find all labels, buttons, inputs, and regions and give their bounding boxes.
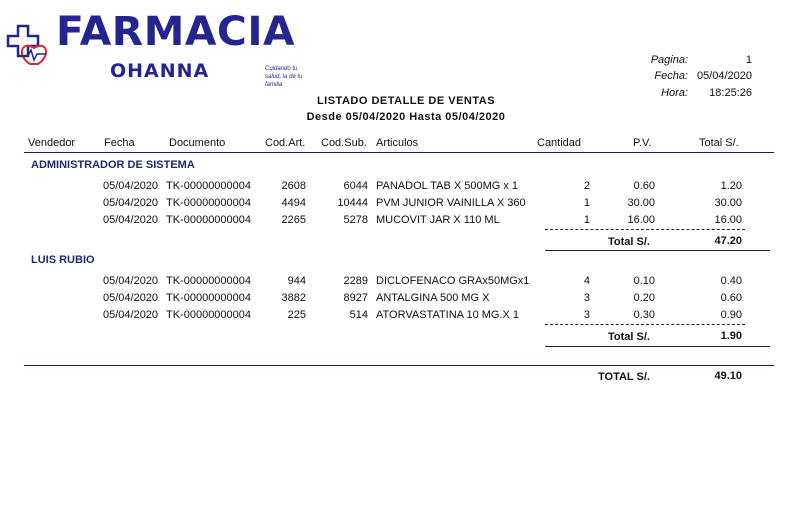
group-total-value: 47.20 bbox=[714, 235, 742, 247]
cell-articulo: PANADOL TAB X 500MG x 1 bbox=[376, 180, 519, 192]
cell-fecha: 05/04/2020 bbox=[103, 180, 159, 192]
cell-pv: 16.00 bbox=[627, 214, 655, 226]
meta-time-label: Hora: bbox=[661, 87, 688, 99]
meta-page-value: 1 bbox=[745, 54, 752, 66]
medical-cross-icon bbox=[6, 24, 50, 68]
cell-documento: TK-00000000004 bbox=[166, 275, 252, 287]
cell-total: 0.60 bbox=[720, 292, 742, 304]
cell-pv: 0.10 bbox=[633, 275, 655, 287]
cell-documento: TK-00000000004 bbox=[166, 180, 252, 192]
meta-date-value: 05/04/2020 bbox=[696, 70, 752, 82]
cell-cantidad: 2 bbox=[583, 180, 590, 192]
col-documento: Documento bbox=[169, 137, 226, 149]
cell-cod-sub: 6044 bbox=[343, 180, 368, 192]
cell-pv: 0.60 bbox=[633, 180, 655, 192]
grand-total-label: TOTAL S/. bbox=[598, 371, 650, 383]
cell-pv: 0.30 bbox=[633, 309, 655, 321]
cell-documento: TK-00000000004 bbox=[166, 309, 252, 321]
cell-fecha: 05/04/2020 bbox=[103, 275, 159, 287]
meta-page-label: Pagina: bbox=[650, 54, 688, 66]
cell-articulo: DICLOFENACO GRAx50MGx1 bbox=[376, 275, 530, 287]
group-vendedor: LUIS RUBIO bbox=[31, 254, 95, 266]
cell-total: 16.00 bbox=[714, 214, 742, 226]
cell-cantidad: 4 bbox=[583, 275, 590, 287]
col-cod-art: Cod.Art. bbox=[265, 137, 306, 149]
cell-cantidad: 3 bbox=[583, 309, 590, 321]
cell-cantidad: 3 bbox=[583, 292, 590, 304]
col-total: Total S/. bbox=[699, 137, 739, 149]
col-fecha: Fecha bbox=[104, 137, 135, 149]
cell-documento: TK-00000000004 bbox=[166, 292, 252, 304]
cell-total: 1.20 bbox=[720, 180, 742, 192]
group-vendedor: ADMINISTRADOR DE SISTEMA bbox=[31, 159, 195, 171]
subtotal-divider bbox=[545, 229, 745, 230]
cell-fecha: 05/04/2020 bbox=[103, 214, 159, 226]
grand-total-rule bbox=[24, 365, 774, 366]
col-articulos: Articulos bbox=[376, 137, 419, 149]
meta-time-value: 18:25:26 bbox=[709, 87, 752, 99]
cell-cod-art: 4494 bbox=[281, 197, 306, 209]
cell-documento: TK-00000000004 bbox=[166, 197, 252, 209]
col-cod-sub: Cod.Sub. bbox=[321, 137, 367, 149]
cell-cantidad: 1 bbox=[583, 197, 590, 209]
cell-total: 30.00 bbox=[714, 197, 742, 209]
cell-cod-sub: 8927 bbox=[343, 292, 368, 304]
cell-pv: 30.00 bbox=[627, 197, 655, 209]
cell-cantidad: 1 bbox=[583, 214, 590, 226]
cell-articulo: ANTALGINA 500 MG X bbox=[376, 292, 490, 304]
cell-fecha: 05/04/2020 bbox=[103, 309, 159, 321]
grand-total-value: 49.10 bbox=[714, 370, 742, 382]
cell-articulo: MUCOVIT JAR X 110 ML bbox=[376, 214, 500, 226]
cell-articulo: ATORVASTATINA 10 MG.X 1 bbox=[376, 309, 520, 321]
cell-documento: TK-00000000004 bbox=[166, 214, 252, 226]
col-vendedor: Vendedor bbox=[28, 137, 76, 149]
col-pv: P.V. bbox=[633, 137, 652, 149]
report-range: Desde 05/04/2020 Hasta 05/04/2020 bbox=[306, 111, 506, 123]
cell-cod-sub: 10444 bbox=[337, 197, 368, 209]
cell-cod-sub: 5278 bbox=[343, 214, 368, 226]
cell-cod-art: 2608 bbox=[281, 180, 306, 192]
subtotal-divider bbox=[545, 324, 745, 325]
cell-cod-sub: 2289 bbox=[343, 275, 368, 287]
group-total-value: 1.90 bbox=[720, 330, 742, 342]
cell-cod-art: 3882 bbox=[281, 292, 306, 304]
header-rule bbox=[24, 152, 774, 153]
cell-fecha: 05/04/2020 bbox=[103, 292, 159, 304]
cell-fecha: 05/04/2020 bbox=[103, 197, 159, 209]
col-cantidad: Cantidad bbox=[537, 137, 582, 149]
cell-cod-art: 225 bbox=[287, 309, 306, 321]
group-total-label: Total S/. bbox=[608, 236, 650, 248]
cell-cod-art: 944 bbox=[287, 275, 306, 287]
brand-tagline: Cuidando tu salud, la de tu familia bbox=[265, 66, 303, 88]
group-total-label: Total S/. bbox=[608, 331, 650, 343]
cell-pv: 0.20 bbox=[633, 292, 655, 304]
cell-articulo: PVM JUNIOR VAINILLA X 360 bbox=[376, 197, 526, 209]
cell-cod-sub: 514 bbox=[349, 309, 368, 321]
subtotal-rule bbox=[545, 346, 770, 347]
report-title: LISTADO DETALLE DE VENTAS bbox=[316, 95, 496, 107]
subtotal-rule bbox=[545, 250, 770, 251]
meta-date-label: Fecha: bbox=[654, 70, 688, 82]
cell-cod-art: 2265 bbox=[281, 214, 306, 226]
brand-name: FARMACIA bbox=[56, 9, 296, 55]
cell-total: 0.90 bbox=[720, 309, 742, 321]
cell-total: 0.40 bbox=[720, 275, 742, 287]
brand-subname: OHANNA bbox=[110, 60, 210, 82]
